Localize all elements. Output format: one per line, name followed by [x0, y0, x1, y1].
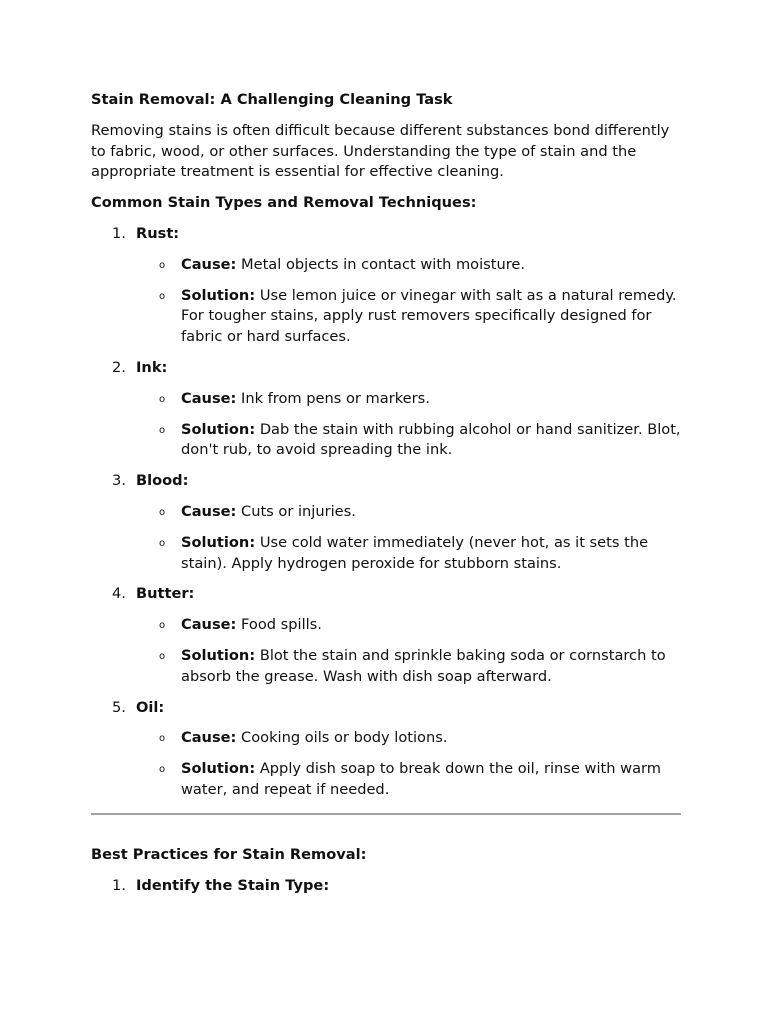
solution-text: Blot the stain and sprinkle baking soda or cornstarch to absorb the grease. Wash with dish soap afterward.: [181, 646, 666, 685]
practice-name: Identify the Stain Type:: [136, 876, 330, 894]
list-number: 3.: [112, 472, 126, 490]
solution-text: Use lemon juice or vinegar with salt as a natural remedy. For tougher stains, apply rust removers specifically designed for fabric or hard surfaces.: [181, 286, 677, 346]
best-practices-list: [91, 876, 681, 897]
section-heading-stain-types: Common Stain Types and Removal Techniques:: [91, 194, 477, 212]
cause-label: Cause:: [181, 729, 237, 747]
document-content: [91, 90, 681, 906]
cause-item: [136, 615, 681, 636]
circle-bullet-icon: o: [159, 733, 166, 745]
solution-item: [136, 759, 681, 801]
cause-label: Cause:: [181, 616, 237, 634]
circle-bullet-icon: o: [159, 537, 166, 549]
horizontal-divider: [91, 813, 681, 815]
stain-name: Oil:: [136, 698, 165, 716]
stain-name: Rust:: [136, 224, 180, 242]
solution-label: Solution:: [181, 760, 256, 778]
stain-item-rust: [91, 224, 681, 348]
practice-item-identify: [91, 876, 681, 897]
cause-label: Cause:: [181, 502, 237, 520]
list-number: 1.: [112, 224, 126, 242]
stain-item-butter: [91, 584, 681, 687]
cause-item: [136, 728, 681, 749]
solution-text: Dab the stain with rubbing alcohol or hand sanitizer. Blot, don't rub, to avoid spreading the ink.: [181, 420, 681, 459]
stain-name: Ink:: [136, 358, 168, 376]
solution-label: Solution:: [181, 286, 256, 304]
solution-item: [136, 533, 681, 575]
solution-label: Solution:: [181, 420, 256, 438]
stain-item-ink: [91, 358, 681, 461]
stain-details: [136, 615, 681, 687]
list-number: 2.: [112, 358, 126, 376]
solution-text: Apply dish soap to break down the oil, rinse with warm water, and repeat if needed.: [181, 760, 661, 798]
stain-name: Butter:: [136, 585, 195, 603]
solution-text: Use cold water immediately (never hot, as it sets the stain). Apply hydrogen peroxide for stubborn stains.: [181, 533, 649, 572]
stain-details: [136, 728, 681, 800]
cause-text: Metal objects in contact with moisture.: [241, 255, 526, 273]
stain-details: [136, 255, 681, 348]
stain-details: [136, 389, 681, 461]
list-number: 5.: [112, 698, 126, 716]
circle-bullet-icon: o: [159, 764, 166, 776]
stain-item-oil: [91, 698, 681, 801]
intro-paragraph: Removing stains is often difficult because different substances bond differently to fabric, wood, or other surfaces. Understanding the type of stain and the appropriate treatment is essential for effective cleaning.: [91, 121, 670, 181]
circle-bullet-icon: o: [159, 506, 166, 518]
cause-item: [136, 502, 681, 523]
solution-item: [136, 420, 681, 462]
solution-label: Solution:: [181, 646, 256, 664]
stain-item-blood: [91, 471, 681, 574]
stain-details: [136, 502, 681, 574]
cause-label: Cause:: [181, 255, 237, 273]
circle-bullet-icon: o: [159, 393, 166, 405]
circle-bullet-icon: o: [159, 650, 166, 662]
circle-bullet-icon: o: [159, 290, 166, 302]
document-title: Stain Removal: A Challenging Cleaning Task: [91, 91, 453, 108]
stain-types-list: [91, 224, 681, 801]
solution-label: Solution:: [181, 533, 256, 551]
cause-item: [136, 255, 681, 276]
cause-text: Ink from pens or markers.: [241, 389, 430, 407]
stain-name: Blood:: [136, 472, 189, 490]
solution-item: [136, 646, 681, 688]
list-number: 1.: [112, 876, 126, 894]
cause-item: [136, 389, 681, 410]
cause-label: Cause:: [181, 389, 237, 407]
list-number: 4.: [112, 585, 126, 603]
solution-item: [136, 286, 681, 348]
section-heading-best-practices: Best Practices for Stain Removal:: [91, 845, 367, 863]
cause-text: Cooking oils or body lotions.: [241, 729, 448, 747]
circle-bullet-icon: o: [159, 620, 166, 632]
circle-bullet-icon: o: [159, 259, 166, 271]
cause-text: Food spills.: [241, 616, 322, 634]
circle-bullet-icon: o: [159, 424, 166, 436]
cause-text: Cuts or injuries.: [241, 502, 356, 520]
